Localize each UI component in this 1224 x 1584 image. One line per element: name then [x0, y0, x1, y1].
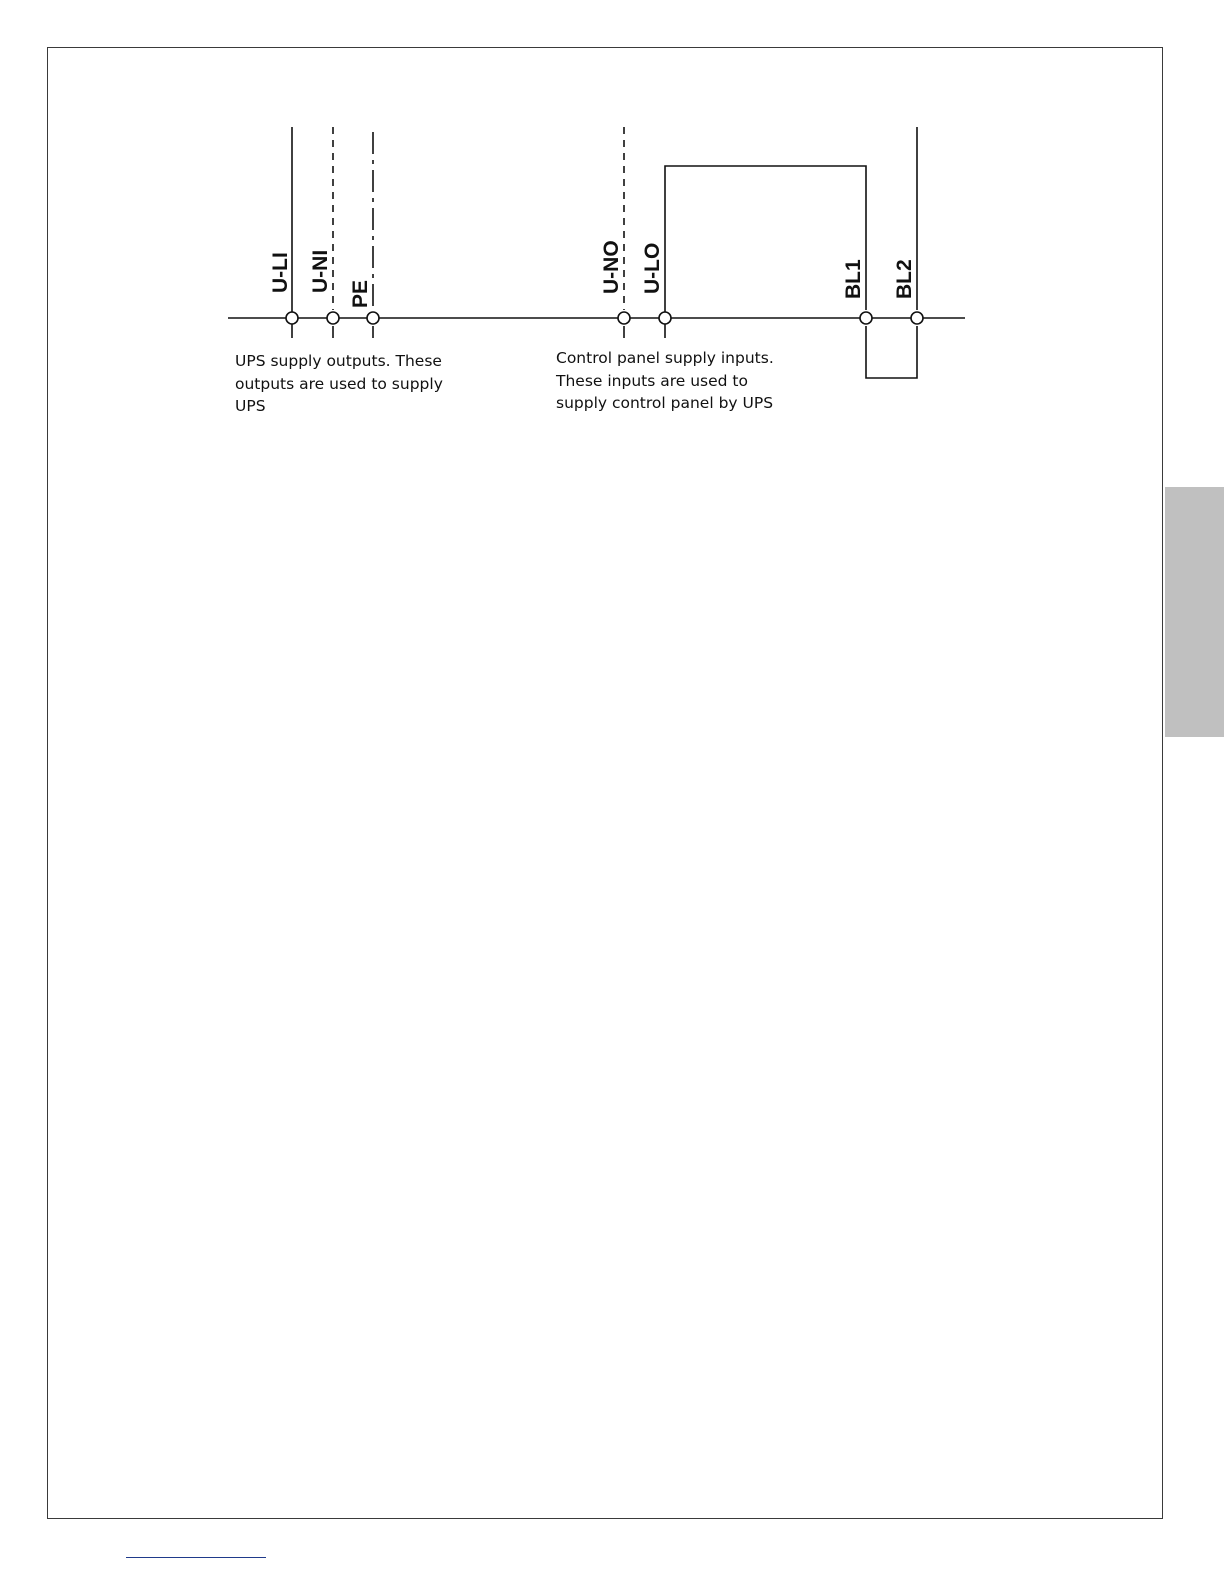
label-u-ni: U-NI: [309, 249, 332, 293]
note-line: UPS supply outputs. These: [235, 352, 442, 370]
label-bl1: BL1: [842, 259, 865, 299]
note-control-panel-inputs: [556, 347, 774, 415]
label-u-lo: U-LO: [641, 242, 664, 294]
terminal-u-lo: [659, 312, 671, 324]
note-line: UPS: [235, 397, 266, 415]
terminal-u-ni: [327, 312, 339, 324]
note-line: These inputs are used to: [556, 371, 748, 390]
note-line: Control panel supply inputs.: [556, 349, 774, 367]
label-u-no: U-NO: [600, 240, 623, 294]
wire-u-lo-loop: [665, 166, 866, 338]
note-line: supply control panel by UPS: [556, 394, 774, 412]
terminal-u-no: [618, 312, 630, 324]
label-u-li: U-LI: [269, 252, 292, 293]
note-line: outputs are used to supply: [235, 374, 443, 393]
terminal-bl1: [860, 312, 872, 324]
terminal-bl2: [911, 312, 923, 324]
terminal-pe: [367, 312, 379, 324]
jumper-bl1-bl2: [866, 326, 917, 378]
label-bl2: BL2: [893, 259, 916, 299]
label-pe: PE: [349, 279, 372, 308]
note-ups-supply-outputs: [235, 350, 443, 418]
terminal-u-li: [286, 312, 298, 324]
